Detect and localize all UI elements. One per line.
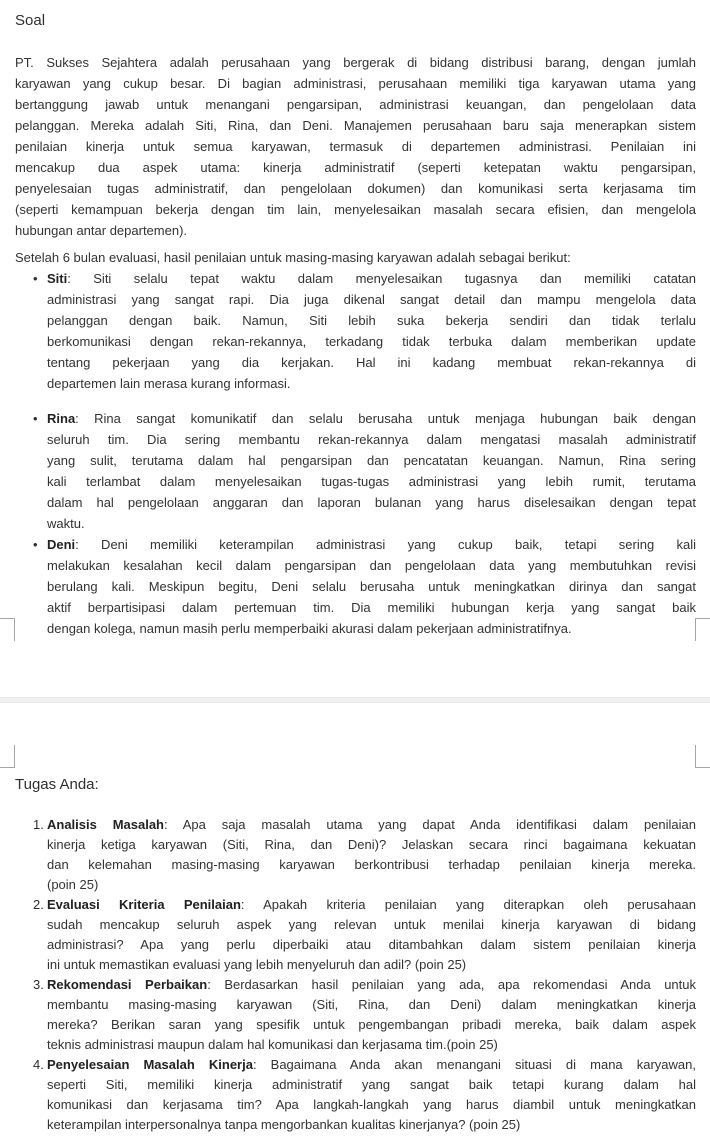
text-line bbox=[47, 1055, 696, 1075]
text-line: kinerja ketiga karyawan (Siti, Rina, dan Deni)? Jelaskan secara rinci bagaimana kekuatan bbox=[47, 837, 696, 852]
text-line: membantu masing-masing karyawan (Siti, Rina, dan Deni) dalam meningkatkan kinerja bbox=[47, 997, 696, 1012]
text-line: mereka? Berikan saran yang spesifik untuk pengembangan pribadi mereka, baik dalam aspek bbox=[47, 1017, 696, 1032]
task-number: 2. bbox=[33, 897, 44, 912]
task-first-line-rest: : Apa saja masalah utama yang dapat Anda identifikasi dalam penilaian bbox=[164, 817, 696, 832]
text-line: berulang kali. Meskipun begitu, Deni selalu berusaha untuk meningkatkan dirinya dan sangat bbox=[47, 579, 696, 594]
bullet-icon: • bbox=[33, 271, 38, 286]
employee-text bbox=[47, 268, 696, 394]
task-title: Rekomendasi Perbaikan bbox=[47, 977, 208, 992]
text-line bbox=[47, 815, 696, 835]
text-line: PT. Sukses Sejahtera adalah perusahaan yang bergerak di bidang distribusi barang, dengan jumlah bbox=[15, 55, 696, 70]
task-title: Analisis Masalah bbox=[47, 817, 164, 832]
text-line: komunikasi dan kerjasama tim? Apa langkah-langkah yang harus diambil untuk meningkatkan bbox=[47, 1097, 696, 1112]
text-line: pelanggan. Mereka adalah Siti, Rina, dan Deni. Manajemen perusahaan baru saja menerapkan sistem bbox=[15, 118, 696, 133]
task-text bbox=[47, 1055, 696, 1135]
case-description bbox=[15, 52, 696, 241]
text-line: aktif berpartisipasi dalam pertemuan tim. Dia memiliki hubungan kerja yang sangat baik bbox=[47, 600, 696, 615]
employee-lines bbox=[47, 289, 696, 394]
employee-name: Siti bbox=[47, 271, 68, 286]
soal-heading: Soal bbox=[15, 12, 46, 29]
text-line bbox=[47, 895, 696, 915]
employee-item-deni bbox=[15, 534, 696, 639]
text-line bbox=[47, 408, 696, 429]
employee-name: Deni bbox=[47, 537, 76, 552]
employee-first-line-rest: : Rina sangat komunikatif dan selalu berusaha untuk menjaga hubungan baik dengan bbox=[75, 411, 696, 426]
task-text bbox=[47, 815, 696, 895]
text-line: penyelesaian tugas administratif, dan pengelolaan dokumen) dan komunikasi serta kerjasama tim bbox=[15, 181, 696, 196]
task-item-2 bbox=[15, 895, 696, 975]
text-line: berkomunikasi dengan rekan-rekannya, terkadang tidak terbuka dalam memberikan update bbox=[47, 334, 696, 349]
page-margin-mark-top-right-icon bbox=[695, 745, 710, 768]
employee-text bbox=[47, 534, 696, 639]
text-line: tentang pekerjaan yang dia kerjakan. Hal ini kadang membuat rekan-rekannya di bbox=[47, 355, 696, 370]
text-line bbox=[47, 268, 696, 289]
text-line: hubungan antar departemen). bbox=[15, 223, 188, 238]
text-line: departemen lain merasa kurang informasi. bbox=[47, 376, 291, 391]
task-title: Evaluasi Kriteria Penilaian bbox=[47, 897, 241, 912]
text-line: yang sulit, terutama dalam hal pengarsipan dan pencatatan keuangan. Namun, Rina sering bbox=[47, 453, 696, 468]
task-lines bbox=[47, 995, 696, 1055]
task-first-line-rest: : Bagaimana Anda akan menangani situasi di mana karyawan, bbox=[252, 1057, 696, 1072]
tasks-heading: Tugas Anda: bbox=[15, 776, 99, 793]
text-line: melakukan kesalahan kecil dalam pengarsipan dan pengelolaan data yang membutuhkan revisi bbox=[47, 558, 696, 573]
text-line: (poin 25) bbox=[47, 877, 99, 892]
task-lines bbox=[47, 915, 696, 975]
text-line: dengan kolega, namun masih perlu memperbaiki akurasi dalam pekerjaan administratifnya. bbox=[47, 621, 572, 636]
employee-lines bbox=[47, 555, 696, 639]
employee-first-line-rest: : Deni memiliki keterampilan administrasi yang cukup baik, tetapi sering kali bbox=[75, 537, 696, 552]
page-2 bbox=[0, 703, 710, 1146]
text-line: mencakup dua aspek utama: kinerja administratif (seperti ketepatan waktu pengarsipan, bbox=[15, 160, 696, 175]
text-line: penilaian kinerja untuk semua karyawan, termasuk di departemen administrasi. Penilaian ini bbox=[15, 139, 696, 154]
task-lines bbox=[47, 1075, 696, 1135]
text-line: teknis administrasi maupun dalam hal komunikasi dan kerjasama tim.(poin 25) bbox=[47, 1037, 498, 1052]
text-line: dan kelemahan masing-masing karyawan berkontribusi terhadap penilaian kinerja mereka. bbox=[47, 857, 696, 872]
bullet-icon: • bbox=[33, 411, 38, 426]
text-line: kali terlambat dalam menyelesaikan tugas-tugas administrasi yang lebih rumit, terutama bbox=[47, 474, 696, 489]
evaluation-lead: Setelah 6 bulan evaluasi, hasil penilaian untuk masing-masing karyawan adalah sebagai berikut: bbox=[15, 250, 571, 265]
task-item-1 bbox=[15, 815, 696, 895]
text-line: keterampilan interpersonalnya tanpa mengorbankan kualitas kinerjanya? (poin 25) bbox=[47, 1117, 521, 1132]
bullet-icon: • bbox=[33, 537, 38, 552]
page-margin-mark-top-left-icon bbox=[0, 745, 15, 768]
text-line: seperti Siti, memiliki kinerja administratif yang sangat baik tetapi kurang dalam hal bbox=[47, 1077, 696, 1092]
text-line bbox=[47, 534, 696, 555]
text-line: seluruh tim. Dia sering membantu rekan-rekannya dalam mengatasi masalah administratif bbox=[47, 432, 696, 447]
page-margin-mark-bottom-left-icon bbox=[0, 618, 15, 641]
employee-first-line-rest: : Siti selalu tepat waktu dalam menyelesaikan tugasnya dan memiliki catatan bbox=[67, 271, 696, 286]
employee-text bbox=[47, 408, 696, 534]
text-line: bertanggung jawab untuk menangani pengarsipan, administrasi keuangan, dan pengelolaan data bbox=[15, 97, 696, 112]
task-first-line-rest: : Apakah kriteria penilaian yang diterapkan oleh perusahaan bbox=[240, 897, 697, 912]
text-line: sudah mencakup seluruh aspek yang relevan untuk menilai kinerja karyawan di bidang bbox=[47, 917, 696, 932]
text-line bbox=[47, 975, 696, 995]
task-text bbox=[47, 895, 696, 975]
text-line: dalam hal pengelolaan anggaran dan laporan bulanan yang harus diselesaikan dengan tepat bbox=[47, 495, 696, 510]
text-line: administrasi yang sangat rapi. Dia juga dikenal sangat detail dan mampu mengelola data bbox=[47, 292, 696, 307]
employee-name: Rina bbox=[47, 411, 76, 426]
task-number: 3. bbox=[33, 977, 44, 992]
task-list bbox=[15, 815, 696, 1135]
task-number: 4. bbox=[33, 1057, 44, 1072]
task-first-line-rest: : Berdasarkan hasil penilaian yang ada, apa rekomendasi Anda untuk bbox=[207, 977, 696, 992]
text-line: waktu. bbox=[47, 516, 85, 531]
text-line: (seperti kemampuan bekerja dengan tim lain, menyelesaikan masalah secara efisien, dan mengelola bbox=[15, 202, 696, 217]
task-number: 1. bbox=[33, 817, 44, 832]
task-lines bbox=[47, 835, 696, 895]
employee-item-siti bbox=[15, 268, 696, 394]
text-line: administrasi? Apa yang perlu diperbaiki atau ditambahkan dalam sistem penilaian kinerja bbox=[47, 937, 696, 952]
task-title: Penyelesaian Masalah Kinerja bbox=[47, 1057, 253, 1072]
text-line: pelanggan dengan baik. Namun, Siti lebih suka bekerja sendiri dan tidak terlalu bbox=[47, 313, 696, 328]
employee-lines bbox=[47, 429, 696, 534]
task-item-3 bbox=[15, 975, 696, 1055]
text-line: karyawan yang cukup besar. Di bagian administrasi, perusahaan memiliki tiga karyawan utama yang bbox=[15, 76, 696, 91]
text-line: ini untuk memastikan evaluasi yang lebih menyeluruh dan adil? (poin 25) bbox=[47, 957, 467, 972]
employee-list bbox=[15, 268, 696, 639]
task-item-4 bbox=[15, 1055, 696, 1135]
employee-item-rina bbox=[15, 408, 696, 534]
page-margin-mark-bottom-right-icon bbox=[695, 618, 710, 641]
task-text bbox=[47, 975, 696, 1055]
